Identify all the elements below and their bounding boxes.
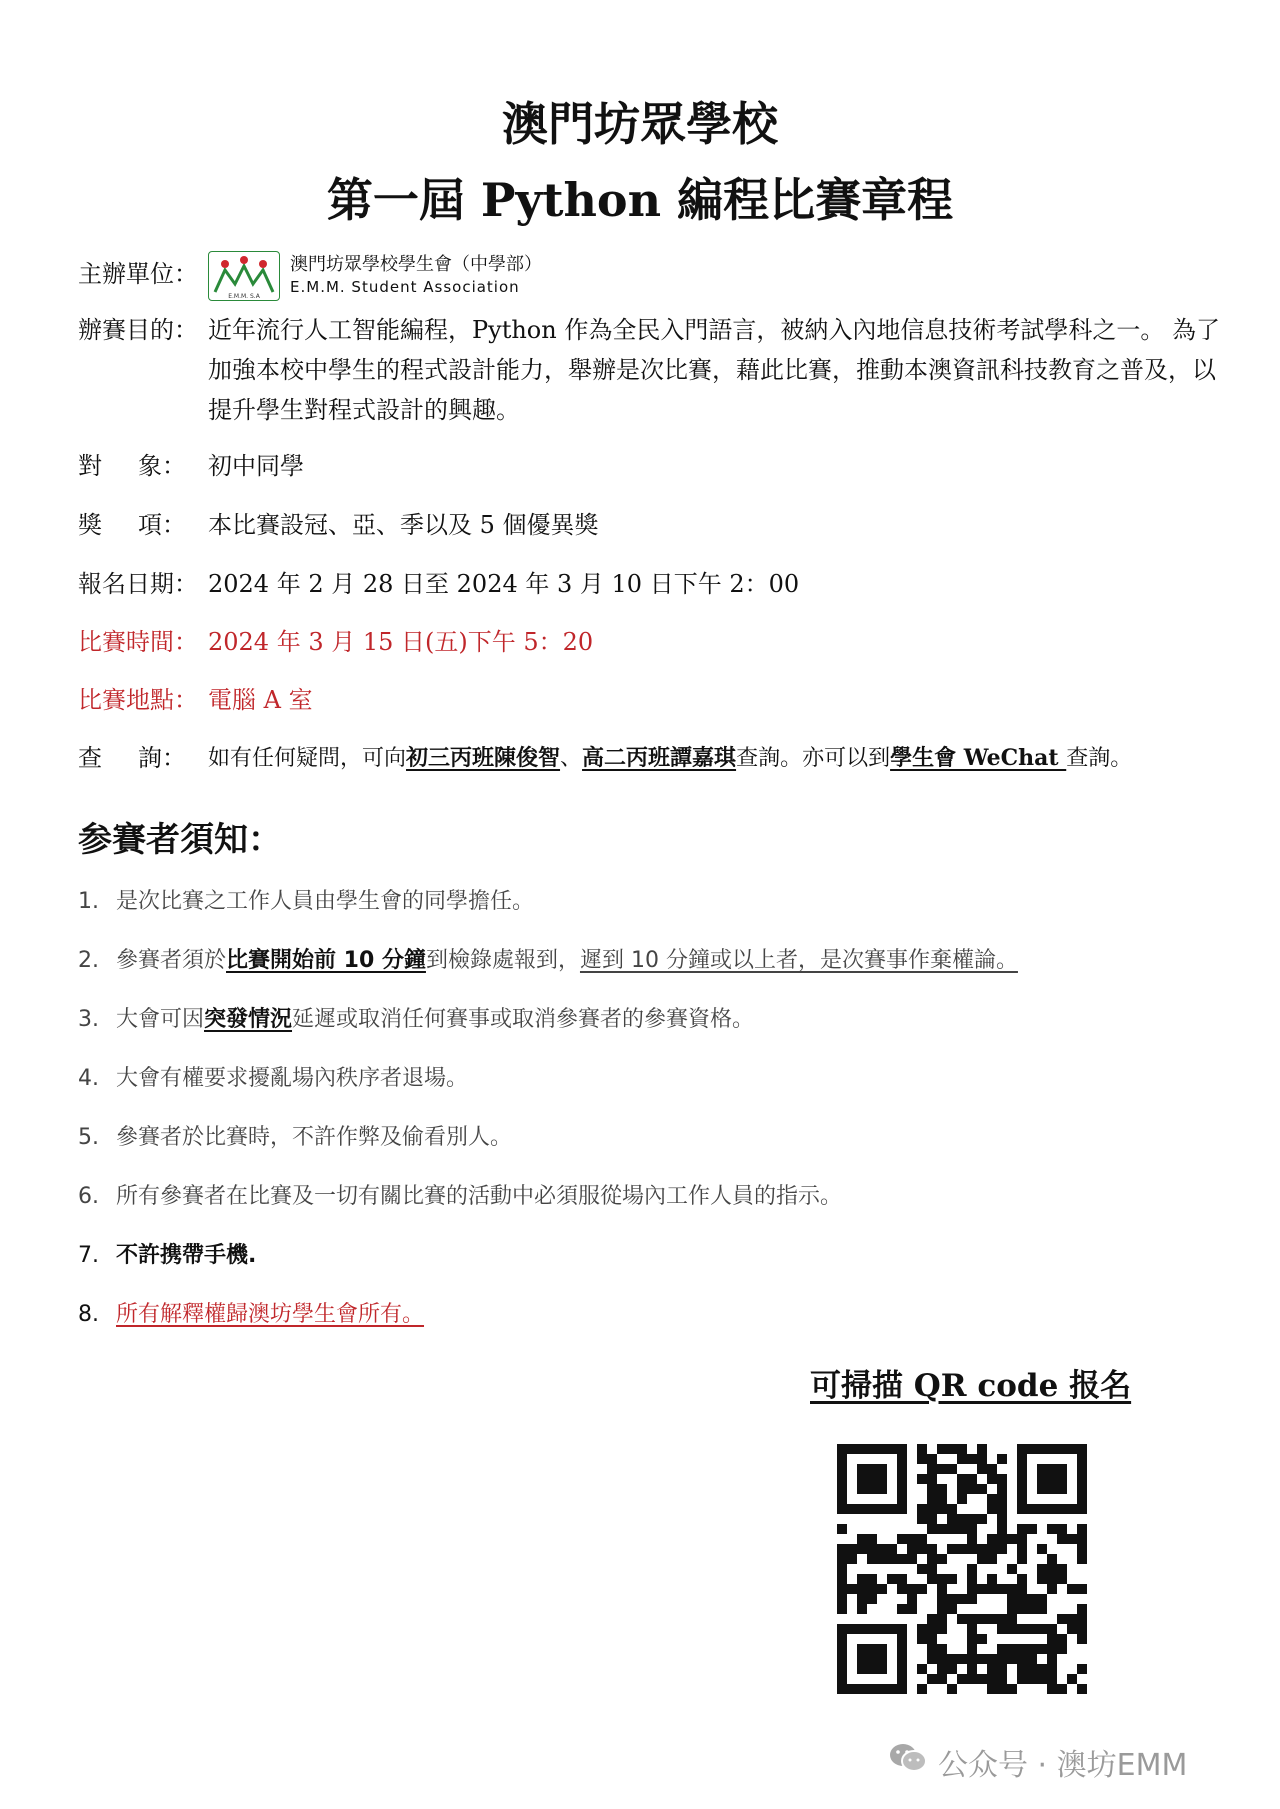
notice-item-7 <box>78 1239 1220 1273</box>
notice-text-1: 是次比賽之工作人員由學生會的同學擔任。 <box>116 889 535 914</box>
organizer-row <box>78 248 1220 301</box>
contact-person-2: 高二丙班譚嘉琪 <box>582 745 737 771</box>
logo-name-zh: 澳門坊眾學校學生會（中學部） <box>290 253 542 275</box>
organizer-label: 主辦單位： <box>78 260 198 288</box>
notice-number-1: 1. <box>78 889 99 914</box>
student-association-logo <box>208 251 542 301</box>
notice-heading: 参賽者須知： <box>78 820 282 860</box>
notice-text-2c: 到檢錄處報到， <box>425 948 580 973</box>
notice-number-5: 5. <box>78 1125 99 1150</box>
awards-label-a: 獎 <box>78 511 102 539</box>
inquiry-label-b: 詢： <box>138 744 186 772</box>
registration-qr-code[interactable] <box>837 1444 1087 1694</box>
document-title: 第一屆 Python 編程比賽章程 <box>326 173 954 227</box>
notice-text-2b: 比賽開始前 10 分鐘 <box>226 948 426 973</box>
awards-row <box>78 505 1220 545</box>
contest-time-value: 2024 年 3 月 15 日(五)下午 5：20 <box>208 628 594 656</box>
purpose-label: 辦賽目的： <box>78 316 198 344</box>
inquiry-text-3: 查詢。亦可以到 <box>736 746 891 771</box>
venue-label: 比賽地點： <box>78 686 198 714</box>
notice-number-3: 3. <box>78 1007 99 1032</box>
venue-row <box>78 680 1220 720</box>
inquiry-text-2: 、 <box>560 746 583 771</box>
notice-text-2d: 遲到 10 分鐘或以上者，是次賽事作棄權論。 <box>579 948 1018 973</box>
purpose-text: 近年流行人工智能編程，Python 作為全民入門語言，被納入內地信息技術考試學科之一。 為了加強本校中學生的程式設計能力，舉辦是次比賽，藉此比賽，推動本澳資訊科技教育之普及，以提升學生對程式設計的興趣。 <box>208 316 1220 424</box>
notice-text-3c: 延遲或取消任何賽事或取消參賽者的參賽資格。 <box>292 1007 755 1032</box>
inquiry-label-a: 查 <box>78 744 102 772</box>
notice-number-4: 4. <box>78 1066 99 1091</box>
notice-item-3 <box>78 1003 1220 1037</box>
notice-text-8: 所有解釋權歸澳坊學生會所有。 <box>116 1302 425 1327</box>
notice-number-8: 8. <box>78 1302 99 1327</box>
logo-small-text: E.M.M. S.A <box>228 292 260 300</box>
contest-time-label: 比賽時間： <box>78 628 198 656</box>
notice-text-3b: 突發情況 <box>204 1007 293 1032</box>
logo-name-en: E.M.M. Student Association <box>290 277 520 296</box>
notice-item-8 <box>78 1298 1220 1332</box>
target-label-b: 象： <box>138 452 186 480</box>
notice-text-2a: 參賽者須於 <box>116 948 227 973</box>
logo-mark-icon <box>208 251 280 301</box>
notice-item-5 <box>78 1121 1220 1155</box>
school-title: 澳門坊眾學校 <box>502 97 778 151</box>
inquiry-row <box>78 738 1220 779</box>
contest-time-row <box>78 622 1220 662</box>
registration-label: 報名日期： <box>78 570 198 598</box>
wechat-watermark <box>888 1740 1187 1784</box>
target-label-a: 對 <box>78 452 102 480</box>
wechat-contact: 學生會 WeChat <box>890 745 1067 771</box>
target-value: 初中同學 <box>208 452 304 480</box>
notice-item-4 <box>78 1062 1220 1096</box>
inquiry-text-4: 查詢。 <box>1066 746 1133 771</box>
registration-value: 2024 年 2 月 28 日至 2024 年 3 月 10 日下午 2：00 <box>208 570 800 598</box>
notice-text-7: 不許携帶手機. <box>116 1243 257 1268</box>
notice-number-6: 6. <box>78 1184 99 1209</box>
contact-person-1: 初三丙班陳俊智 <box>406 745 561 771</box>
inquiry-text-1: 如有任何疑問，可向 <box>208 746 407 771</box>
purpose-row <box>78 310 1220 430</box>
registration-row <box>78 564 1220 604</box>
notice-item-2 <box>78 944 1220 978</box>
watermark-text: 公众号 · 澳坊EMM <box>938 1748 1188 1783</box>
qr-caption: 可掃描 QR code 报名 <box>810 1368 1132 1404</box>
notice-text-4: 大會有權要求擾亂場內秩序者退場。 <box>116 1066 469 1091</box>
notice-text-5: 參賽者於比賽時，不許作弊及偷看別人。 <box>116 1125 513 1150</box>
notice-item-1 <box>78 885 1220 919</box>
notice-text-3a: 大會可因 <box>116 1007 205 1032</box>
awards-label-b: 項： <box>138 511 186 539</box>
wechat-icon <box>888 1741 928 1783</box>
notice-text-6: 所有參賽者在比賽及一切有關比賽的活動中必須服從場內工作人員的指示。 <box>116 1184 843 1209</box>
notice-number-2: 2. <box>78 948 99 973</box>
notice-number-7: 7. <box>78 1243 99 1268</box>
awards-value: 本比賽設冠、亞、季以及 5 個優異獎 <box>208 511 599 539</box>
notice-item-6 <box>78 1180 1220 1214</box>
venue-value: 電腦 A 室 <box>208 686 313 714</box>
target-row <box>78 446 1220 486</box>
